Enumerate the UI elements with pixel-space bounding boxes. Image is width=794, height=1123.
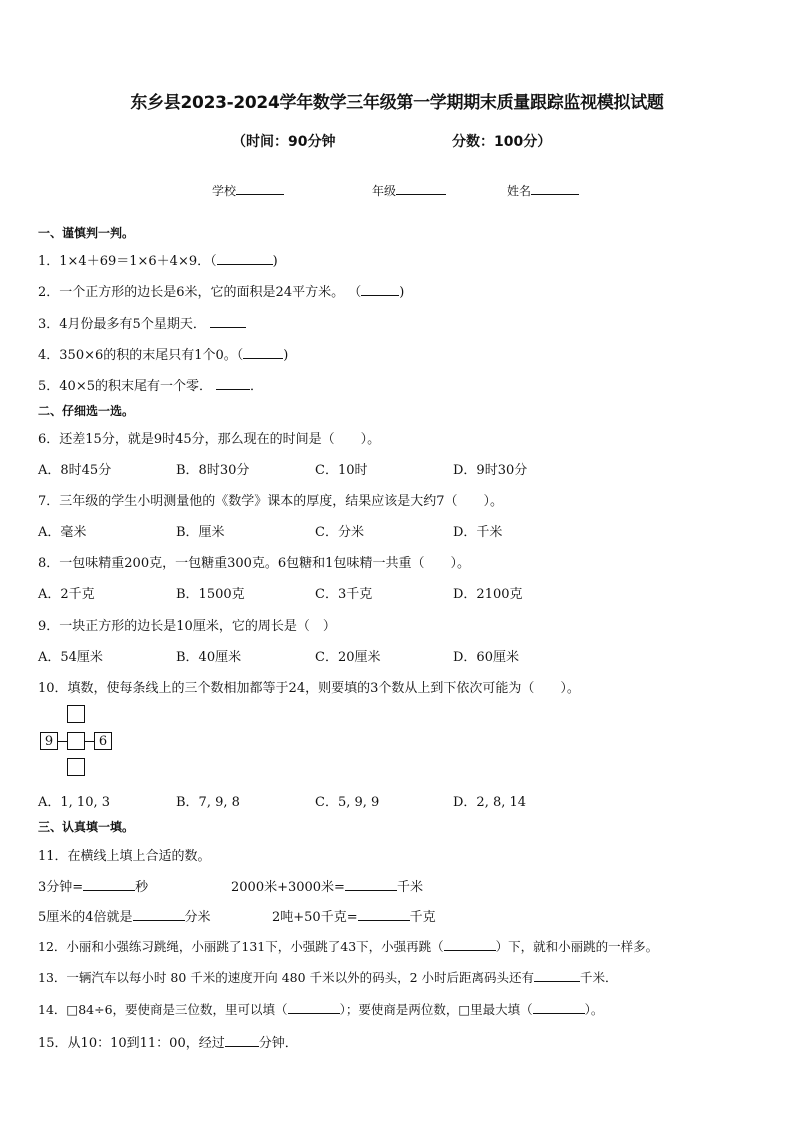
question-14-b: ）；要使商是两位数，□里最大填（: [339, 1002, 533, 1017]
question-2: [38, 281, 404, 300]
answer-blank-3[interactable]: [210, 327, 246, 328]
option-7c[interactable]: C．分米: [315, 525, 364, 540]
grade-label: 年级: [372, 184, 397, 198]
name-field: [507, 182, 579, 199]
fill-row1-b: [231, 876, 423, 895]
option-9b[interactable]: B．40厘米: [176, 650, 242, 665]
question-11: 11．在横线上填上合适的数。: [38, 849, 211, 864]
option-8b[interactable]: B．1500克: [176, 587, 245, 602]
grade-field: [372, 182, 446, 199]
blank-12[interactable]: [444, 950, 496, 951]
blank-11-1[interactable]: [83, 890, 135, 891]
option-6c[interactable]: C．10时: [315, 463, 368, 478]
question-12-pre: 12．小丽和小强练习跳绳，小丽跳了131下，小强跳了43下，小强再跳（: [38, 939, 444, 954]
question-15-pre: 15．从10：10到11：00，经过: [38, 1036, 225, 1051]
figure-top-box[interactable]: [67, 705, 85, 723]
answer-blank-1[interactable]: [217, 264, 273, 265]
grade-blank[interactable]: [396, 194, 446, 195]
figure-left-box: 9: [40, 732, 58, 750]
fill-row2-b-pre: 2吨+50千克=: [272, 910, 358, 925]
school-blank[interactable]: [236, 194, 284, 195]
option-7a[interactable]: A．毫米: [38, 525, 87, 540]
question-5: 5．40×5的积末尾有一个零． ．: [38, 379, 263, 394]
option-10d[interactable]: D．2, 8, 14: [453, 795, 527, 810]
option-9c[interactable]: C．20厘米: [315, 650, 381, 665]
question-4: [38, 344, 288, 363]
blank-15[interactable]: [225, 1046, 259, 1047]
section3-heading: 三、认真填一填。: [38, 820, 135, 834]
question-12-post: ）下，就和小丽跳的一样多。: [495, 939, 659, 954]
school-label: 学校: [212, 184, 237, 198]
blank-13[interactable]: [534, 981, 580, 982]
question-1: [38, 250, 278, 269]
option-7b[interactable]: B．厘米: [176, 525, 225, 540]
question-12: [38, 937, 658, 955]
option-8a[interactable]: A．2千克: [38, 587, 95, 602]
answer-blank-2[interactable]: [361, 295, 399, 296]
blank-14-1[interactable]: [288, 1013, 340, 1014]
question-13-post: 千米．: [580, 970, 618, 985]
name-label: 姓名: [507, 184, 532, 198]
question-15-post: 分钟．: [258, 1036, 298, 1051]
figure-connector-left: [58, 741, 67, 742]
question-4-close: ): [283, 348, 289, 363]
question-5-text: 5．40×5的积末尾有一个零．: [38, 379, 212, 394]
fill-row1-b-pre: 2000米+3000米=: [231, 880, 345, 895]
question-3-text: 3．4月份最多有5个星期天．: [38, 317, 206, 332]
fill-row1-a-pre: 3分钟=: [38, 880, 84, 895]
option-6a[interactable]: A．8时45分: [38, 463, 112, 478]
question-7: 7．三年级的学生小明测量他的《数学》课本的厚度，结果应该是大约7（ ）。: [38, 494, 504, 509]
answer-blank-5[interactable]: [216, 389, 250, 390]
exam-score: 分数：100分）: [452, 134, 552, 150]
option-9d[interactable]: D．60厘米: [453, 650, 519, 665]
fill-row1-b-post: 千米: [396, 880, 423, 895]
option-10a[interactable]: A．1, 10, 3: [38, 795, 111, 810]
figure-connector-right: [85, 741, 94, 742]
question-1-text: 1．1×4＋69＝1×6＋4×9．（: [38, 254, 217, 269]
question-13-pre: 13．一辆汽车以每小时 80 千米的速度开向 480 千米以外的码头，2 小时后距离码头还有: [38, 970, 534, 985]
fill-row1-a: [38, 876, 148, 895]
fill-row2-b-post: 千克: [409, 910, 436, 925]
question-3: [38, 313, 246, 332]
question-14-c: ）。: [584, 1002, 604, 1017]
question-10: 10．填数，使每条线上的三个数相加都等于24，则要填的3个数从上到下依次可能为（ ）。: [38, 681, 580, 696]
answer-blank-4[interactable]: [243, 358, 283, 359]
page-title: 东乡县2023-2024学年数学三年级第一学期期末质量跟踪监视模拟试题: [130, 93, 664, 113]
figure-right-box: 6: [94, 732, 112, 750]
option-8d[interactable]: D．2100克: [453, 587, 523, 602]
question-6: 6．还差15分，就是9时45分，那么现在的时间是（ ）。: [38, 432, 381, 447]
question-4-text: 4．350×6的积的末尾只有1个0。（: [38, 348, 244, 363]
option-8c[interactable]: C．3千克: [315, 587, 373, 602]
option-10c[interactable]: C．5, 9, 9: [315, 795, 380, 810]
option-7d[interactable]: D．千米: [453, 525, 503, 540]
section2-heading: 二、仔细选一选。: [38, 404, 135, 418]
fill-row2-b: [272, 906, 436, 925]
option-9a[interactable]: A．54厘米: [38, 650, 103, 665]
blank-14-2[interactable]: [533, 1013, 585, 1014]
blank-11-2[interactable]: [345, 890, 397, 891]
fill-row2-a: [38, 906, 211, 925]
name-blank[interactable]: [531, 194, 579, 195]
fill-row1-a-post: 秒: [135, 880, 149, 895]
question-14-a: 14．□84÷6，要使商是三位数，里可以填（: [38, 1002, 288, 1017]
question-1-close: ): [272, 254, 278, 269]
question-15: [38, 1032, 298, 1051]
fill-row2-a-pre: 5厘米的4倍就是: [38, 910, 133, 925]
section1-heading: 一、谨慎判一判。: [38, 226, 135, 240]
question-2-text: 2．一个正方形的边长是6米，它的面积是24平方米。 （: [38, 285, 362, 300]
question-13: [38, 968, 618, 986]
question-8: 8．一包味精重200克，一包糖重300克。6包糖和1包味精一共重（ ）。: [38, 556, 470, 571]
question-14: [38, 1000, 603, 1018]
question-2-close: ): [399, 285, 405, 300]
blank-11-3[interactable]: [133, 920, 185, 921]
question-9: 9．一块正方形的边长是10厘米，它的周长是（ ）: [38, 619, 336, 634]
blank-11-4[interactable]: [358, 920, 410, 921]
option-6d[interactable]: D．9时30分: [453, 463, 528, 478]
school-field: [212, 182, 284, 199]
fill-row2-a-post: 分米: [184, 910, 211, 925]
option-10b[interactable]: B．7, 9, 8: [176, 795, 240, 810]
figure-bottom-box[interactable]: [67, 758, 85, 776]
exam-time: （时间：90分钟: [232, 134, 336, 150]
figure-center-box[interactable]: [67, 732, 85, 750]
option-6b[interactable]: B．8时30分: [176, 463, 250, 478]
